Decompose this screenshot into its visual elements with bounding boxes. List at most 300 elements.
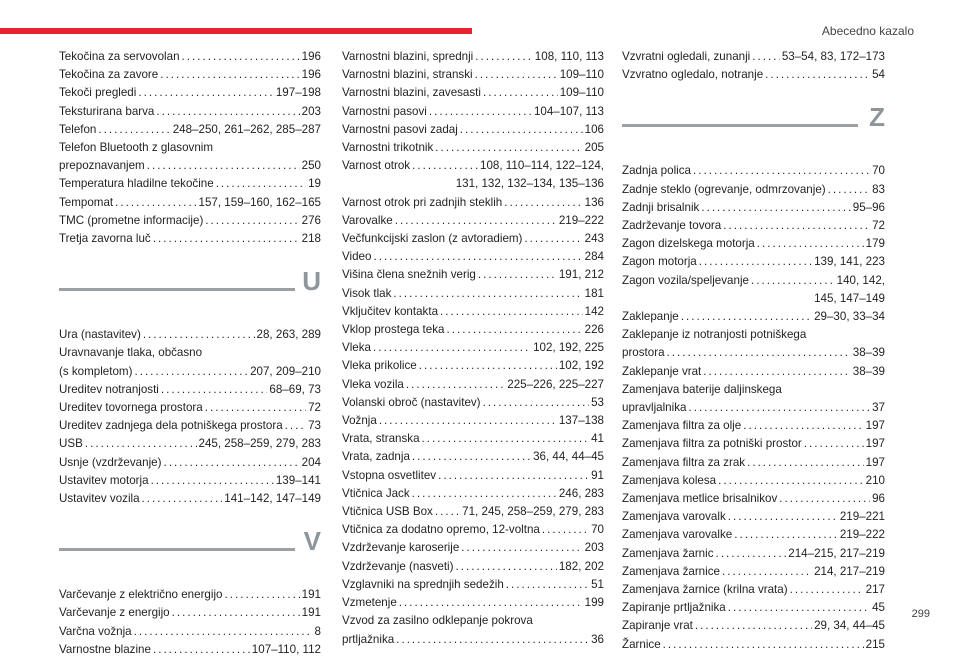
index-entry-label: Zapiranje vrat <box>622 619 693 633</box>
index-entry-row <box>59 604 321 622</box>
index-entry-page: 83 <box>872 182 885 196</box>
index-entry-page: 142 <box>584 304 604 318</box>
index-entry-row <box>622 199 885 217</box>
index-entry <box>622 66 885 84</box>
dot-leader <box>718 472 864 490</box>
index-entry-row <box>622 472 885 490</box>
dot-leader <box>399 594 583 612</box>
index-entry-row <box>622 253 885 271</box>
dot-leader <box>85 435 197 453</box>
index-entry-label: Varovalke <box>342 213 393 227</box>
dot-leader <box>722 563 812 581</box>
dot-leader <box>412 448 531 466</box>
index-entry-label: Varnostni pasovi <box>342 104 427 118</box>
dot-leader <box>483 394 590 412</box>
index-entry-label: Ureditev zadnjega dela potniškega prostora <box>59 419 283 433</box>
index-entry-label: Vzdrževanje (nasveti) <box>342 559 454 573</box>
dot-leader <box>142 490 223 508</box>
dot-leader <box>205 399 306 417</box>
index-entry <box>342 394 604 412</box>
index-entry-row <box>342 157 604 175</box>
index-entry-page: 72 <box>872 219 885 233</box>
index-entry-label: Video <box>342 250 372 264</box>
dot-leader <box>681 308 812 326</box>
index-entry-label: Tempomat <box>59 195 114 209</box>
index-entry-page: 96 <box>872 492 885 506</box>
index-entry-page: 8 <box>314 624 321 638</box>
header-accent-bar <box>0 28 472 34</box>
index-entry <box>342 448 604 466</box>
index-entry-page: 191 <box>301 606 321 620</box>
index-entry-row <box>622 344 885 362</box>
section-divider <box>59 520 321 582</box>
index-entry-label: Vrata, zadnja <box>342 450 410 464</box>
dot-leader <box>667 344 851 362</box>
index-entry <box>342 376 604 394</box>
index-entry-row <box>342 357 604 375</box>
index-entry-label: Ureditev tovornega prostora <box>59 401 203 415</box>
index-column-2 <box>342 48 604 649</box>
index-entry-row <box>342 48 604 66</box>
section-letter: Z <box>869 102 885 133</box>
index-entry-label: Temperatura hladilne tekočine <box>59 177 214 191</box>
index-entry-page: 54 <box>872 68 885 82</box>
index-entry <box>622 363 885 381</box>
index-entry-page: 246, 283 <box>558 486 604 500</box>
index-entry-label: Telefon <box>59 122 97 136</box>
index-entry-label: Vzdrževanje karoserije <box>342 541 460 555</box>
index-entry-page: 217 <box>865 583 885 597</box>
index-entry-label: Zapiranje prtljažnika <box>622 601 726 615</box>
index-entry-row <box>622 417 885 435</box>
dot-leader <box>506 576 589 594</box>
index-entry <box>59 417 321 435</box>
index-entry <box>342 321 604 339</box>
index-entry <box>622 162 885 180</box>
index-entry <box>622 454 885 472</box>
index-entry-page: 139–141 <box>275 473 321 487</box>
index-entry-page: 181 <box>584 286 604 300</box>
index-entry <box>59 344 321 380</box>
index-entry <box>59 84 321 102</box>
dot-leader <box>478 266 557 284</box>
index-entry-row <box>59 326 321 344</box>
dot-leader <box>172 604 300 622</box>
dot-leader <box>147 157 300 175</box>
dot-leader <box>216 175 306 193</box>
index-entry-page: 71, 245, 258–259, 279, 283 <box>462 505 604 519</box>
index-entry-label: Zamenjava varovalke <box>622 528 733 542</box>
index-entry-page: 109–110 <box>559 68 604 82</box>
index-entry <box>59 399 321 417</box>
index-entry-label: Varčna vožnja <box>59 624 132 638</box>
index-entry-label: Vključitev kontakta <box>342 304 439 318</box>
index-entry <box>342 503 604 521</box>
index-entry-label: Zadnja polica <box>622 164 691 178</box>
index-entry-label: Zadnji brisalnik <box>622 200 700 214</box>
dot-leader <box>751 272 835 290</box>
index-entry <box>342 521 604 539</box>
index-entry <box>342 48 604 66</box>
index-entry <box>342 103 604 121</box>
index-entry <box>342 212 604 230</box>
index-entry <box>59 48 321 66</box>
index-entry-label: Varčevanje z energijo <box>59 606 170 620</box>
index-entry-page: 225–226, 225–227 <box>507 377 604 391</box>
index-entry-page: 203 <box>584 541 604 555</box>
dot-leader <box>406 376 505 394</box>
dot-leader <box>143 326 255 344</box>
index-entry-row <box>59 641 321 659</box>
index-entry-label: Vzglavniki na sprednjih sedežih <box>342 577 504 591</box>
index-entry-label: Zaklepanje vrat <box>622 364 702 378</box>
index-entry <box>59 641 321 659</box>
index-entry-row <box>622 181 885 199</box>
index-entry <box>622 472 885 490</box>
index-entry-label: Vožnja <box>342 414 377 428</box>
index-entry-page: 197 <box>865 419 885 433</box>
dot-leader <box>438 467 589 485</box>
index-entry-label: Vleka prikolice <box>342 359 417 373</box>
index-entry-page: 284 <box>584 250 604 264</box>
dot-leader <box>455 558 556 576</box>
index-entry-page: 108, 110–114, 122–124, <box>480 159 604 173</box>
index-entry-label: Varnost otrok <box>342 159 411 173</box>
dot-leader <box>723 217 870 235</box>
index-entry <box>342 339 604 357</box>
index-entry-page: 191, 212 <box>558 268 604 282</box>
dot-leader <box>728 508 838 526</box>
index-entry-row <box>622 581 885 599</box>
section-rule <box>59 288 295 291</box>
dot-leader <box>695 617 812 635</box>
index-entry-row <box>342 103 604 121</box>
index-entry-page: 207, 209–210 <box>250 364 321 378</box>
index-entry-row <box>342 248 604 266</box>
index-entry <box>342 303 604 321</box>
index-entry-page: 53–54, 83, 172–173 <box>781 50 885 63</box>
index-entry-row <box>622 399 885 417</box>
index-entry <box>59 103 321 121</box>
dot-leader <box>542 521 589 539</box>
index-entry-page: 29, 34, 44–45 <box>814 619 885 633</box>
index-entry <box>622 435 885 453</box>
index-entry-label: Tekočina za zavore <box>59 68 159 82</box>
index-entry-label: Ustavitev vozila <box>59 492 140 506</box>
index-entry <box>622 381 885 417</box>
index-entry-page-continuation: 131, 132, 132–134, 135–136 <box>455 177 604 191</box>
dot-leader <box>475 66 558 84</box>
index-entry-row <box>59 417 321 435</box>
index-entry-row <box>622 636 885 654</box>
index-entry-row <box>342 558 604 576</box>
index-entry-label: Varnostni pasovi zadaj <box>342 122 458 136</box>
index-entry-page: 102, 192, 225 <box>533 341 604 355</box>
index-entry-label: prostora <box>622 346 665 360</box>
section-rule <box>59 548 295 551</box>
dot-leader <box>435 503 460 521</box>
dot-leader <box>395 212 557 230</box>
index-entry-label: Ura (nastavitev) <box>59 328 141 342</box>
index-entry-row <box>622 235 885 253</box>
index-entry <box>622 48 885 66</box>
page-number: 299 <box>911 608 930 620</box>
index-entry-row <box>59 194 321 212</box>
index-entry-page: 199 <box>584 596 604 610</box>
index-entry-heading: Uravnavanje tlaka, občasno <box>59 346 203 360</box>
dot-leader <box>483 84 558 102</box>
index-entry-label: Zamenjava žarnic <box>622 546 714 560</box>
index-entry <box>622 617 885 635</box>
index-entry-row <box>622 308 885 326</box>
dot-leader <box>703 363 850 381</box>
index-entry <box>59 230 321 248</box>
index-entry-row <box>342 485 604 503</box>
index-column-3 <box>622 48 885 654</box>
index-entry-page: 139, 141, 223 <box>814 255 885 269</box>
index-entry-page: 70 <box>591 523 604 537</box>
index-entry-heading: Zamenjava baterije daljinskega <box>622 382 782 396</box>
index-entry-page: 197–198 <box>275 86 321 100</box>
dot-leader <box>182 48 300 66</box>
index-entry <box>59 212 321 230</box>
dot-leader <box>743 417 863 435</box>
dot-leader <box>115 194 196 212</box>
index-entry-page: 250 <box>301 159 321 173</box>
index-entry-page: 214, 217–219 <box>814 564 885 578</box>
index-entry-row <box>342 121 604 139</box>
index-entry-label: Varnostne blazine <box>59 642 151 656</box>
index-entry-page: 218 <box>301 232 321 246</box>
index-entry-page: 191 <box>301 588 321 602</box>
index-entry-row <box>622 48 885 66</box>
index-entry-row <box>622 526 885 544</box>
index-entry-row <box>622 617 885 635</box>
index-entry-page: 137–138 <box>558 414 604 428</box>
dot-leader <box>728 599 870 617</box>
index-entry-row <box>59 454 321 472</box>
index-entry-row <box>59 48 321 66</box>
index-entry-row <box>59 84 321 102</box>
index-entry-label: Vklop prostega teka <box>342 323 445 337</box>
dot-leader <box>156 103 299 121</box>
index-entry-row <box>342 430 604 448</box>
dot-leader <box>804 435 864 453</box>
index-entry-row <box>622 272 885 290</box>
page-header-title: Abecedno kazalo <box>821 24 914 38</box>
index-entry-page: 182, 202 <box>558 559 604 573</box>
dot-leader <box>716 545 787 563</box>
index-entry-row <box>59 399 321 417</box>
index-entry-label: Zagon vozila/speljevanje <box>622 273 749 287</box>
index-entry-page: 215 <box>865 637 885 651</box>
index-entry-label: Zamenjava filtra za potniški prostor <box>622 437 802 451</box>
index-entry-row <box>59 103 321 121</box>
index-entry-page: 73 <box>308 419 321 433</box>
dot-leader <box>699 253 812 271</box>
index-entry-label: Ustavitev motorja <box>59 473 149 487</box>
dot-leader <box>828 181 870 199</box>
index-entry-page: 219–222 <box>839 528 885 542</box>
index-entry-row <box>342 448 604 466</box>
index-entry-row <box>622 162 885 180</box>
index-entry-page: 38–39 <box>852 364 885 378</box>
index-entry <box>59 454 321 472</box>
dot-leader <box>524 230 582 248</box>
index-entry-row <box>622 545 885 563</box>
index-entry <box>342 539 604 557</box>
index-entry <box>342 266 604 284</box>
index-entry-label: Zamenjava žarnice (krilna vrata) <box>622 583 788 597</box>
index-entry-page: 243 <box>584 232 604 246</box>
index-entry-row <box>342 285 604 303</box>
index-entry-row <box>342 467 604 485</box>
dot-leader <box>373 248 582 266</box>
index-entry-page: 104–107, 113 <box>533 104 604 118</box>
index-entry-label: Vtičnica za dodatno opremo, 12-voltna <box>342 523 540 537</box>
index-entry <box>59 326 321 344</box>
index-entry <box>342 84 604 102</box>
index-entry-label: Zamenjava varovalk <box>622 510 726 524</box>
dot-leader <box>757 235 864 253</box>
index-entry-row <box>342 339 604 357</box>
index-entry-page: 41 <box>591 432 604 446</box>
index-entry-label: Vzvratno ogledalo, notranje <box>622 68 764 82</box>
index-entry <box>622 545 885 563</box>
index-entry-heading: Zaklepanje iz notranjosti potniškega <box>622 328 807 342</box>
dot-leader <box>460 121 583 139</box>
index-entry-row <box>59 435 321 453</box>
index-entry-row <box>622 363 885 381</box>
index-entry-page: 179 <box>865 237 885 251</box>
index-entry-row <box>342 539 604 557</box>
index-entry-label: Varnostni blazini, stranski <box>342 68 473 82</box>
index-entry-label: Zagon motorja <box>622 255 697 269</box>
dot-leader <box>693 162 870 180</box>
index-entry-label: Vzvratni ogledali, zunanji <box>622 50 751 63</box>
dot-leader <box>663 636 864 654</box>
index-entry <box>342 357 604 375</box>
index-entry <box>622 308 885 326</box>
index-entry-label: Zamenjava kolesa <box>622 473 717 487</box>
index-entry-page: 214–215, 217–219 <box>788 546 885 560</box>
index-entry <box>622 599 885 617</box>
index-entry-page: 36, 44, 44–45 <box>533 450 604 464</box>
index-entry-label: Ureditev notranjosti <box>59 382 159 396</box>
index-entry-row <box>342 66 604 84</box>
dot-leader <box>422 430 590 448</box>
index-entry-label: Varnostni trikotnik <box>342 141 434 155</box>
index-entry-page: 196 <box>301 50 321 63</box>
index-entry <box>622 417 885 435</box>
index-entry <box>622 490 885 508</box>
index-entry <box>622 581 885 599</box>
index-entry-label: prtljažnika <box>342 632 395 646</box>
index-entry-row <box>59 586 321 604</box>
index-entry-label: Volanski obroč (nastavitev) <box>342 395 481 409</box>
index-entry-row <box>59 121 321 139</box>
dot-leader <box>504 194 582 212</box>
index-entry <box>342 467 604 485</box>
index-entry-label: Tretja zavorna luč <box>59 232 151 246</box>
index-entry-row <box>342 194 604 212</box>
index-entry <box>59 381 321 399</box>
index-entry-label: Varnostni blazini, sprednji <box>342 50 474 63</box>
index-entry-label: Vzmetenje <box>342 596 397 610</box>
index-entry-page: 19 <box>308 177 321 191</box>
index-entry-label: TMC (prometne informacije) <box>59 213 204 227</box>
index-entry-label: prepoznavanjem <box>59 159 145 173</box>
index-entry <box>622 563 885 581</box>
index-entry-page: 210 <box>865 473 885 487</box>
index-entry-row <box>622 563 885 581</box>
section-letter: V <box>303 526 321 557</box>
index-entry-label: Visok tlak <box>342 286 392 300</box>
index-entry <box>59 623 321 641</box>
dot-leader <box>440 303 583 321</box>
dot-leader <box>160 66 299 84</box>
index-entry <box>342 121 604 139</box>
index-entry-page: 141–142, 147–149 <box>224 492 321 506</box>
index-column-1 <box>59 48 321 659</box>
index-entry-label: Žarnice <box>622 637 661 651</box>
index-entry-row <box>59 381 321 399</box>
index-entry-page: 108, 110, 113 <box>534 50 604 63</box>
index-entry-label: Zadnje steklo (ogrevanje, odmrzovanje) <box>622 182 826 196</box>
index-entry-heading: Telefon Bluetooth z glasovnim <box>59 141 214 155</box>
index-entry-page: 196 <box>301 68 321 82</box>
dot-leader <box>419 357 557 375</box>
index-entry <box>59 66 321 84</box>
dot-leader <box>134 623 313 641</box>
index-entry-label: Varčevanje z električno energijo <box>59 588 223 602</box>
dot-leader <box>134 363 248 381</box>
index-entry-row <box>342 412 604 430</box>
index-entry <box>342 66 604 84</box>
dot-leader <box>747 454 864 472</box>
index-entry-label: Tekočina za servovolan <box>59 50 180 63</box>
index-entry-page: 197 <box>865 455 885 469</box>
index-entry-page: 36 <box>591 632 604 646</box>
index-entry-label: Zamenjava filtra za zrak <box>622 455 746 469</box>
index-entry <box>342 412 604 430</box>
dot-leader <box>790 581 864 599</box>
index-entry-label: Vrata, stranska <box>342 432 420 446</box>
section-divider <box>59 260 321 322</box>
index-entry-label: Vleka vozila <box>342 377 404 391</box>
index-entry-row <box>342 139 604 157</box>
index-entry-label: Višina člena snežnih verig <box>342 268 476 282</box>
dot-leader <box>393 285 582 303</box>
section-divider <box>622 96 885 158</box>
index-entry <box>342 285 604 303</box>
index-entry-row <box>342 376 604 394</box>
dot-leader <box>734 526 838 544</box>
index-entry-label: USB <box>59 437 83 451</box>
index-entry-page: 29–30, 33–34 <box>814 310 885 324</box>
index-entry-page: 219–222 <box>558 213 604 227</box>
index-entry-row <box>342 394 604 412</box>
index-entry-label: Večfunkcijski zaslon (z avtoradiem) <box>342 232 523 246</box>
index-entry-page: 109–110 <box>559 86 604 100</box>
index-entry <box>622 253 885 271</box>
index-entry-heading: Vzvod za zasilno odklepanje pokrova <box>342 614 533 628</box>
index-entry <box>59 472 321 490</box>
section-letter: U <box>302 266 321 297</box>
index-entry <box>59 175 321 193</box>
index-entry <box>622 199 885 217</box>
index-entry-page: 204 <box>301 455 321 469</box>
